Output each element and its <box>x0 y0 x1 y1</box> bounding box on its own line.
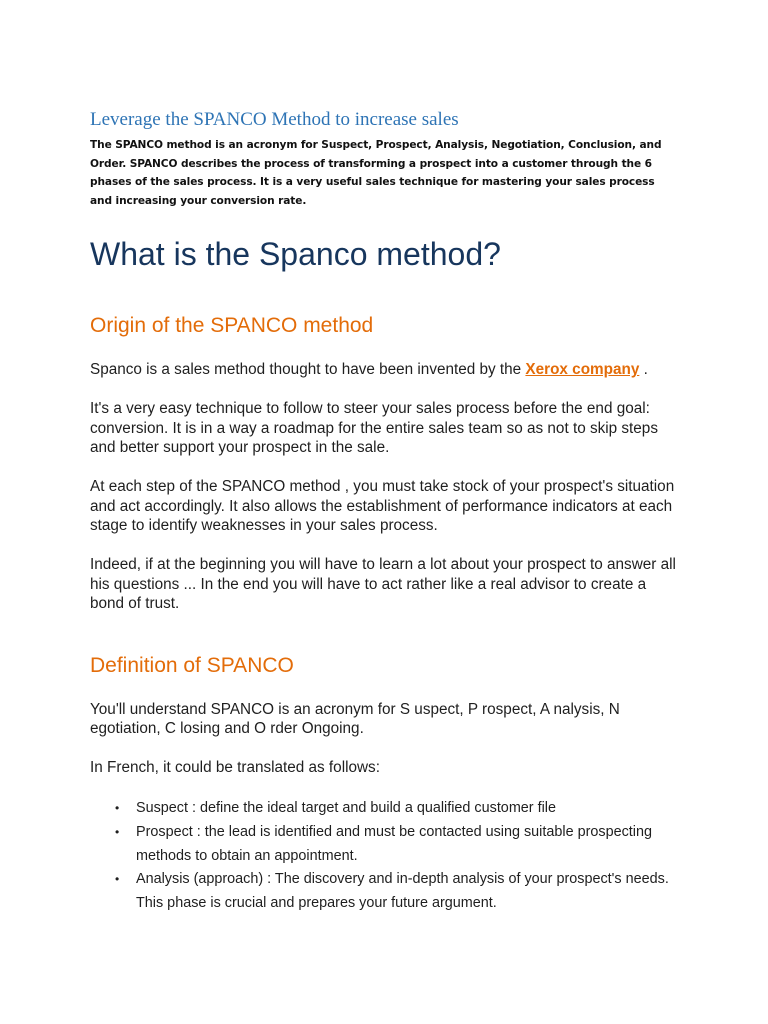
bullet-icon: • <box>115 801 120 816</box>
list-item <box>90 868 680 915</box>
origin-paragraph-2: It's a very easy technique to follow to steer your sales process before the end goal: conversion. It is in a way a roadmap for the entire sales team so as not to skip steps and better support your prospect in the sale. <box>90 400 658 457</box>
lead-title: Leverage the SPANCO Method to increase sales <box>90 109 459 130</box>
origin-heading: Origin of the SPANCO method <box>90 314 374 338</box>
bullet-icon: • <box>115 824 120 839</box>
list-item-text: Analysis (approach) : The discovery and in-depth analysis of your prospect's needs. This phase is crucial and prepares your future argument. <box>136 871 669 911</box>
main-heading: What is the Spanco method? <box>90 236 501 273</box>
list-item <box>90 797 680 821</box>
origin-paragraph-1 <box>90 360 680 380</box>
list-item-text: Prospect : the lead is identified and must be contacted using suitable prospecting methods to obtain an appointment. <box>136 823 652 864</box>
xerox-company-link[interactable]: Xerox company <box>525 361 640 379</box>
definition-paragraph-1: You'll understand SPANCO is an acronym for S uspect, P rospect, A nalysis, N egotiation, C losing and O rder Ongoing. <box>90 700 620 738</box>
origin-paragraph-4: Indeed, if at the beginning you will have to learn a lot about your prospect to answer all his questions ... In the end you will have to act rather like a real advisor to create a bond of trust. <box>90 556 676 613</box>
phase-list <box>90 797 680 915</box>
definition-paragraph-2: In French, it could be translated as follows: <box>90 758 380 776</box>
list-item-text: Suspect : define the ideal target and build a qualified customer file <box>136 800 556 817</box>
origin-p1-text: Spanco is a sales method thought to have been invented by the <box>90 361 526 379</box>
origin-paragraph-3: At each step of the SPANCO method , you must take stock of your prospect's situation and act accordingly. It also allows the establishment of performance indicators at each stage to identify weaknesses in your sales process. <box>90 478 675 535</box>
definition-heading: Definition of SPANCO <box>90 653 294 677</box>
origin-p1-tail: . <box>639 361 648 379</box>
list-item <box>90 821 680 868</box>
bullet-icon: • <box>115 872 120 887</box>
intro-paragraph: The SPANCO method is an acronym for Suspect, Prospect, Analysis, Negotiation, Conclusion, and Order. SPANCO describes the process of transforming a prospect into a customer through the 6 phases of the sales process. It is a very useful sales technique for mastering your sales process and increasing your conversion rate. <box>90 139 662 207</box>
document-page <box>90 108 680 915</box>
